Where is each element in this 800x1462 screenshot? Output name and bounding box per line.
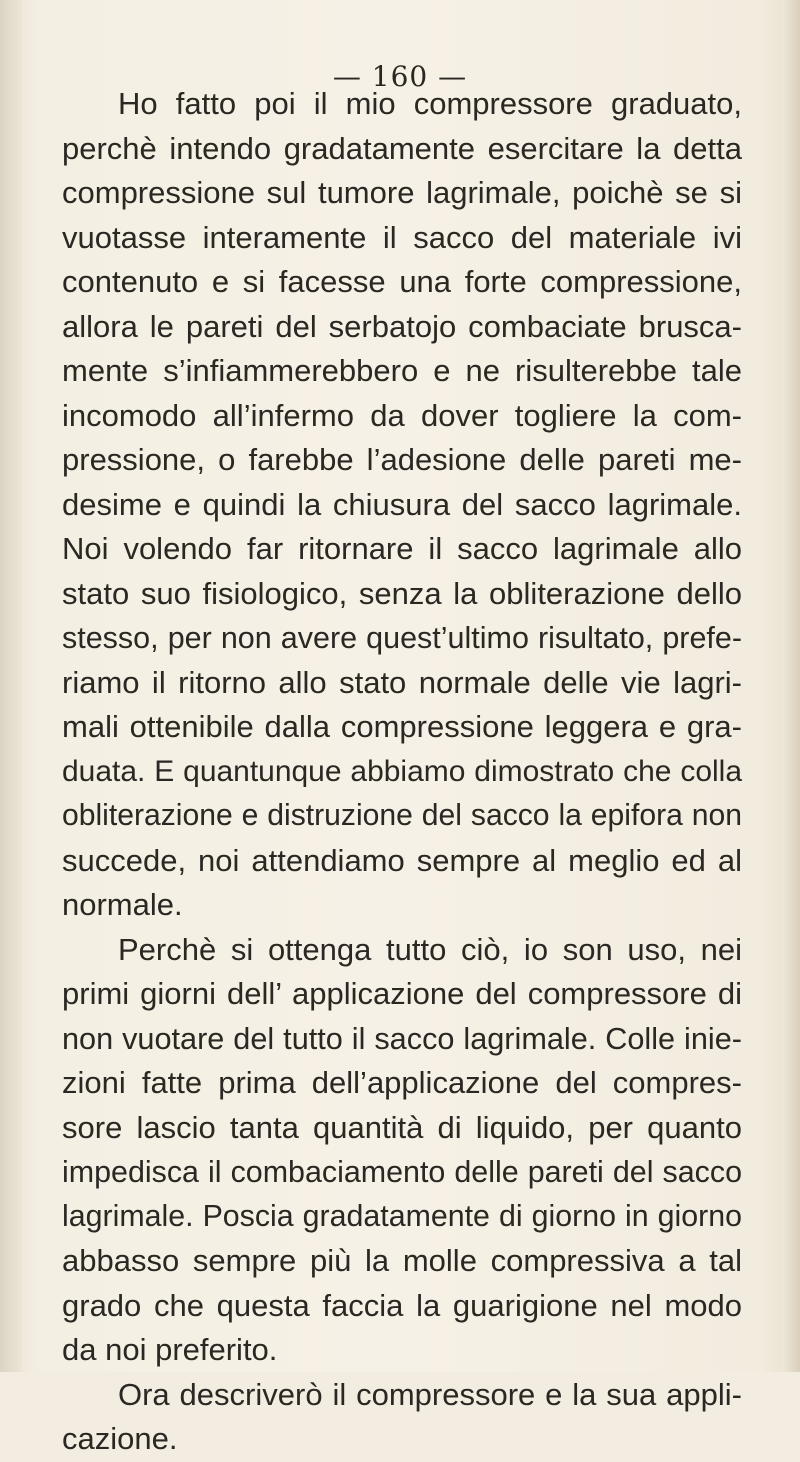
text-line: sore lascio tanta quantità di liquido, per quanto — [62, 1109, 742, 1145]
body-text — [62, 82, 742, 1462]
text-line: zioni fatte prima dell’applicazione del compres- — [62, 1065, 742, 1100]
text-line: obliterazione e distruzione del sacco la epifora non — [62, 799, 742, 832]
text-line: da noi preferito. — [62, 1332, 278, 1367]
text-line: cazione. — [62, 1421, 178, 1456]
text-line: succede, noi attendiamo sempre al meglio ed al — [62, 842, 742, 878]
text-line: pressione, o farebbe l’adesione delle pareti me- — [62, 442, 742, 477]
text-line: allora le pareti del serbatojo combaciate brusca- — [62, 308, 742, 344]
text-line: compressione sul tumore lagrimale, poichè se si — [62, 175, 742, 210]
text-line: stesso, per non avere quest’ultimo risultato, prefe- — [62, 621, 742, 655]
text-line: normale. — [62, 887, 183, 922]
text-line: Perchè si ottenga tutto ciò, io son uso, nei — [118, 931, 742, 967]
text-line: mali ottenibile dalla compressione leggera e gra- — [62, 709, 742, 744]
text-line: vuotasse interamente il sacco del materiale ivi — [62, 219, 742, 255]
text-line: non vuotare del tutto il sacco lagrimale. Colle inie- — [62, 1021, 742, 1056]
text-line: perchè intendo gradatamente esercitare la detta — [62, 130, 742, 166]
text-line: Ora descriverò il compressore e la sua appli- — [118, 1376, 742, 1412]
text-line: stato suo fisiologico, senza la obliterazione dello — [62, 575, 742, 611]
text-line: impedisca il combaciamento delle pareti del sacco — [62, 1155, 742, 1189]
text-line: Noi volendo far ritornare il sacco lagrimale allo — [62, 531, 742, 566]
text-line: Ho fatto poi il mio compressore graduato, — [118, 86, 742, 121]
text-line: incomodo all’infermo da dover togliere la com- — [62, 397, 742, 433]
text-line: mente s’infiammerebbero e ne risulterebbe tale — [62, 353, 742, 388]
text-line: lagrimale. Poscia gradatamente di giorno in giorno — [62, 1199, 742, 1233]
text-line: grado che questa faccia la guarigione nel modo — [62, 1287, 742, 1323]
text-line: abbasso sempre più la molle compressiva a tal — [62, 1243, 742, 1278]
text-line: duata. E quantunque abbiamo dimostrato che colla — [62, 754, 742, 788]
text-line: riamo il ritorno allo stato normale delle vie lagri- — [62, 664, 742, 700]
text-line: contenuto e si facesse una forte compressione, — [62, 264, 742, 299]
page-left-edge — [0, 0, 22, 1372]
text-line: primi giorni dell’ applicazione del compressore di — [62, 976, 742, 1011]
page-right-edge — [782, 0, 800, 1372]
page-number: — 160 — — [332, 60, 468, 93]
text-line: desime e quindi la chiusura del sacco lagrimale. — [62, 486, 742, 522]
